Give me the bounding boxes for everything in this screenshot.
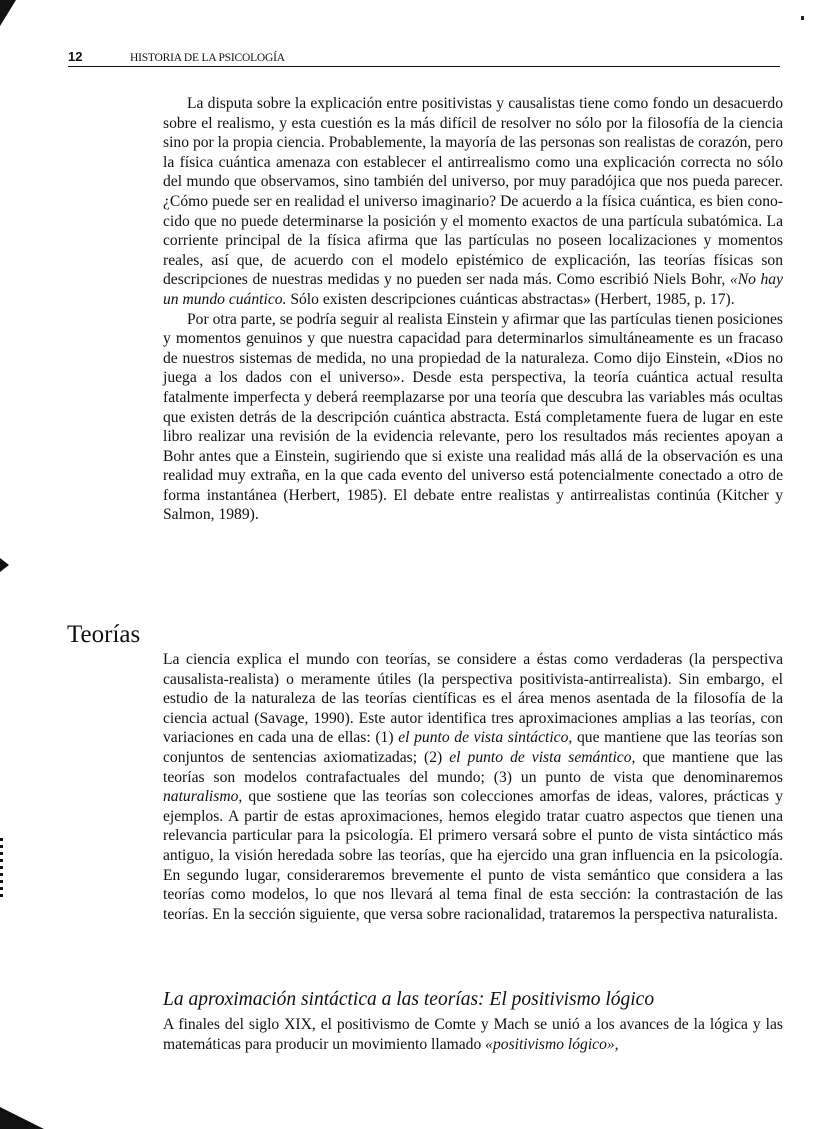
page-number: 12 [68, 49, 83, 64]
scan-edge-ticks [0, 838, 3, 898]
section-heading-teorias: Teorías [67, 621, 141, 648]
paragraph-text: La disputa sobre la explicación entre positivistas y causalistas tiene como fondo un desacuerdo sobre el realismo, y esta cuestión es la más difícil de resolver no sólo por la filosofía de la ciencia sino por la propia ciencia. Probablemente, la mayoría de las personas son realistas de corazón, pero la física cuántica amenaza con establecer el antirrealismo como una explicación correcta no sólo del mundo que observamos, sino también del universo, por muy paradójica que nos pueda parecer. ¿Cómo puede ser en realidad el universo imaginario? De acuerdo a la física cuántica, es bien conocido que no puede determinarse la posición y el momento exactos de una partícula subatómica. La corriente principal de la física afirma que las partículas no poseen localizaciones y momentos reales, así que, de acuerdo con el modelo epistémico de explicación, las teorías físicas son descripciones de nuestras medidas y no pueden ser nada más. Como escribió Niels Bohr, [163, 95, 783, 289]
paragraph-text: Sólo existen descripciones cuánticas abstractas» (Herbert, 1985, p. 17). [286, 290, 735, 308]
scan-shadow-bottom-left [0, 1107, 44, 1129]
running-header [68, 50, 780, 67]
running-title: HISTORIA DE LA PSICOLOGÍA [130, 52, 285, 64]
subsection-heading-syntactic: La aproximación sintáctica a las teorías: El positivismo lógico [163, 989, 655, 1010]
paragraph-einstein: Por otra parte, se podría seguir al realista Einstein y afirmar que las partículas tienen posiciones y momentos genuinos y que nuestra capacidad para determinarlos simultáneamente es un fracaso de nuestros sistemas de medida, no una propiedad de la naturaleza. Como dijo Einstein, «Dios no juega a los dados con el universo». Desde esta perspectiva, la teoría cuántica actual resulta fatalmente imperfecta y deberá reemplazarse por una teoría que descubra las variables más ocultas que existen detrás de la descripción cuántica abstracta. Está completamente fuera de lugar en este libro realizar una revisión de la evidencia relevante, pero los resultados más recientes apoyan a Bohr antes que a Einstein, sugiriendo que si existe una realidad más allá de la observación es una realidad muy extraña, en la que cada evento del universo está potencialmente conectado a otro de forma instantánea (Herbert, 1985). El debate entre realistas y antirrealistas continúa (Kitcher y Salmon, 1989). [163, 310, 783, 524]
paragraph-logical-positivism [163, 1015, 783, 1054]
bohr-quote: «No hay un mundo cuántico. [163, 271, 783, 308]
emphasis-logical-positivism: «positivismo lógico», [485, 1035, 619, 1053]
syntactic-section [163, 1015, 783, 1054]
paragraph-text: que mantiene que las teorías son conjuntos de sentencias axiomatizadas; (2) [163, 729, 783, 766]
emphasis-naturalism: naturalismo, [163, 788, 243, 806]
theories-section [163, 650, 783, 924]
scan-speck [801, 16, 804, 20]
intro-section [163, 94, 783, 525]
paragraph-text: que mantiene que las teorías son modelos contrafactuales del mundo; (3) un punto de vista que denominaremos [163, 748, 783, 786]
paragraph-text: A finales del siglo XIX, el positivismo de Comte y Mach se unió a los avances de la lógica y las matemáticas para producir un movimiento llamado [163, 1016, 783, 1053]
paragraph-text: La ciencia explica el mundo con teorías, se considere a éstas como verdaderas (la perspectiva causalista-realista) o meramente útiles (la perspectiva positivista-antirrealista). Sin embargo, el estudio de la naturaleza de las teorías científicas es el área menos asentada de la filosofía de la ciencia actual (Savage, 1990). Este autor identifica tres aproximaciones amplias a las teorías, con variaciones en cada una de ellas: (1) [163, 651, 783, 747]
emphasis-semantic: el punto de vista semántico, [449, 748, 636, 766]
scan-shadow-top-left [0, 0, 16, 26]
emphasis-syntactic: el punto de vista sintáctico, [398, 729, 573, 747]
scan-edge-mark [0, 558, 9, 572]
paragraph-realism-debate [163, 94, 783, 310]
paragraph-theories [163, 650, 783, 924]
paragraph-text: que sostiene que las teorías son colecciones amorfas de ideas, valores, prácticas y ejemplos. A partir de estas aproximaciones, hemos elegido tratar cuatro aspectos que tienen una relevancia particular para la psicología. El primero versará sobre el punto de vista sintáctico más antiguo, la visión heredada sobre las teorías, que ha ejercido una gran influencia en la psicología. En segundo lugar, consideraremos brevemente el punto de vista semántico que considera a las teorías como modelos, lo que nos llevará al tema final de esta sección: la contrastación de las teorías. En la sección siguiente, que versa sobre racionalidad, trataremos la perspectiva naturalista. [163, 788, 783, 923]
